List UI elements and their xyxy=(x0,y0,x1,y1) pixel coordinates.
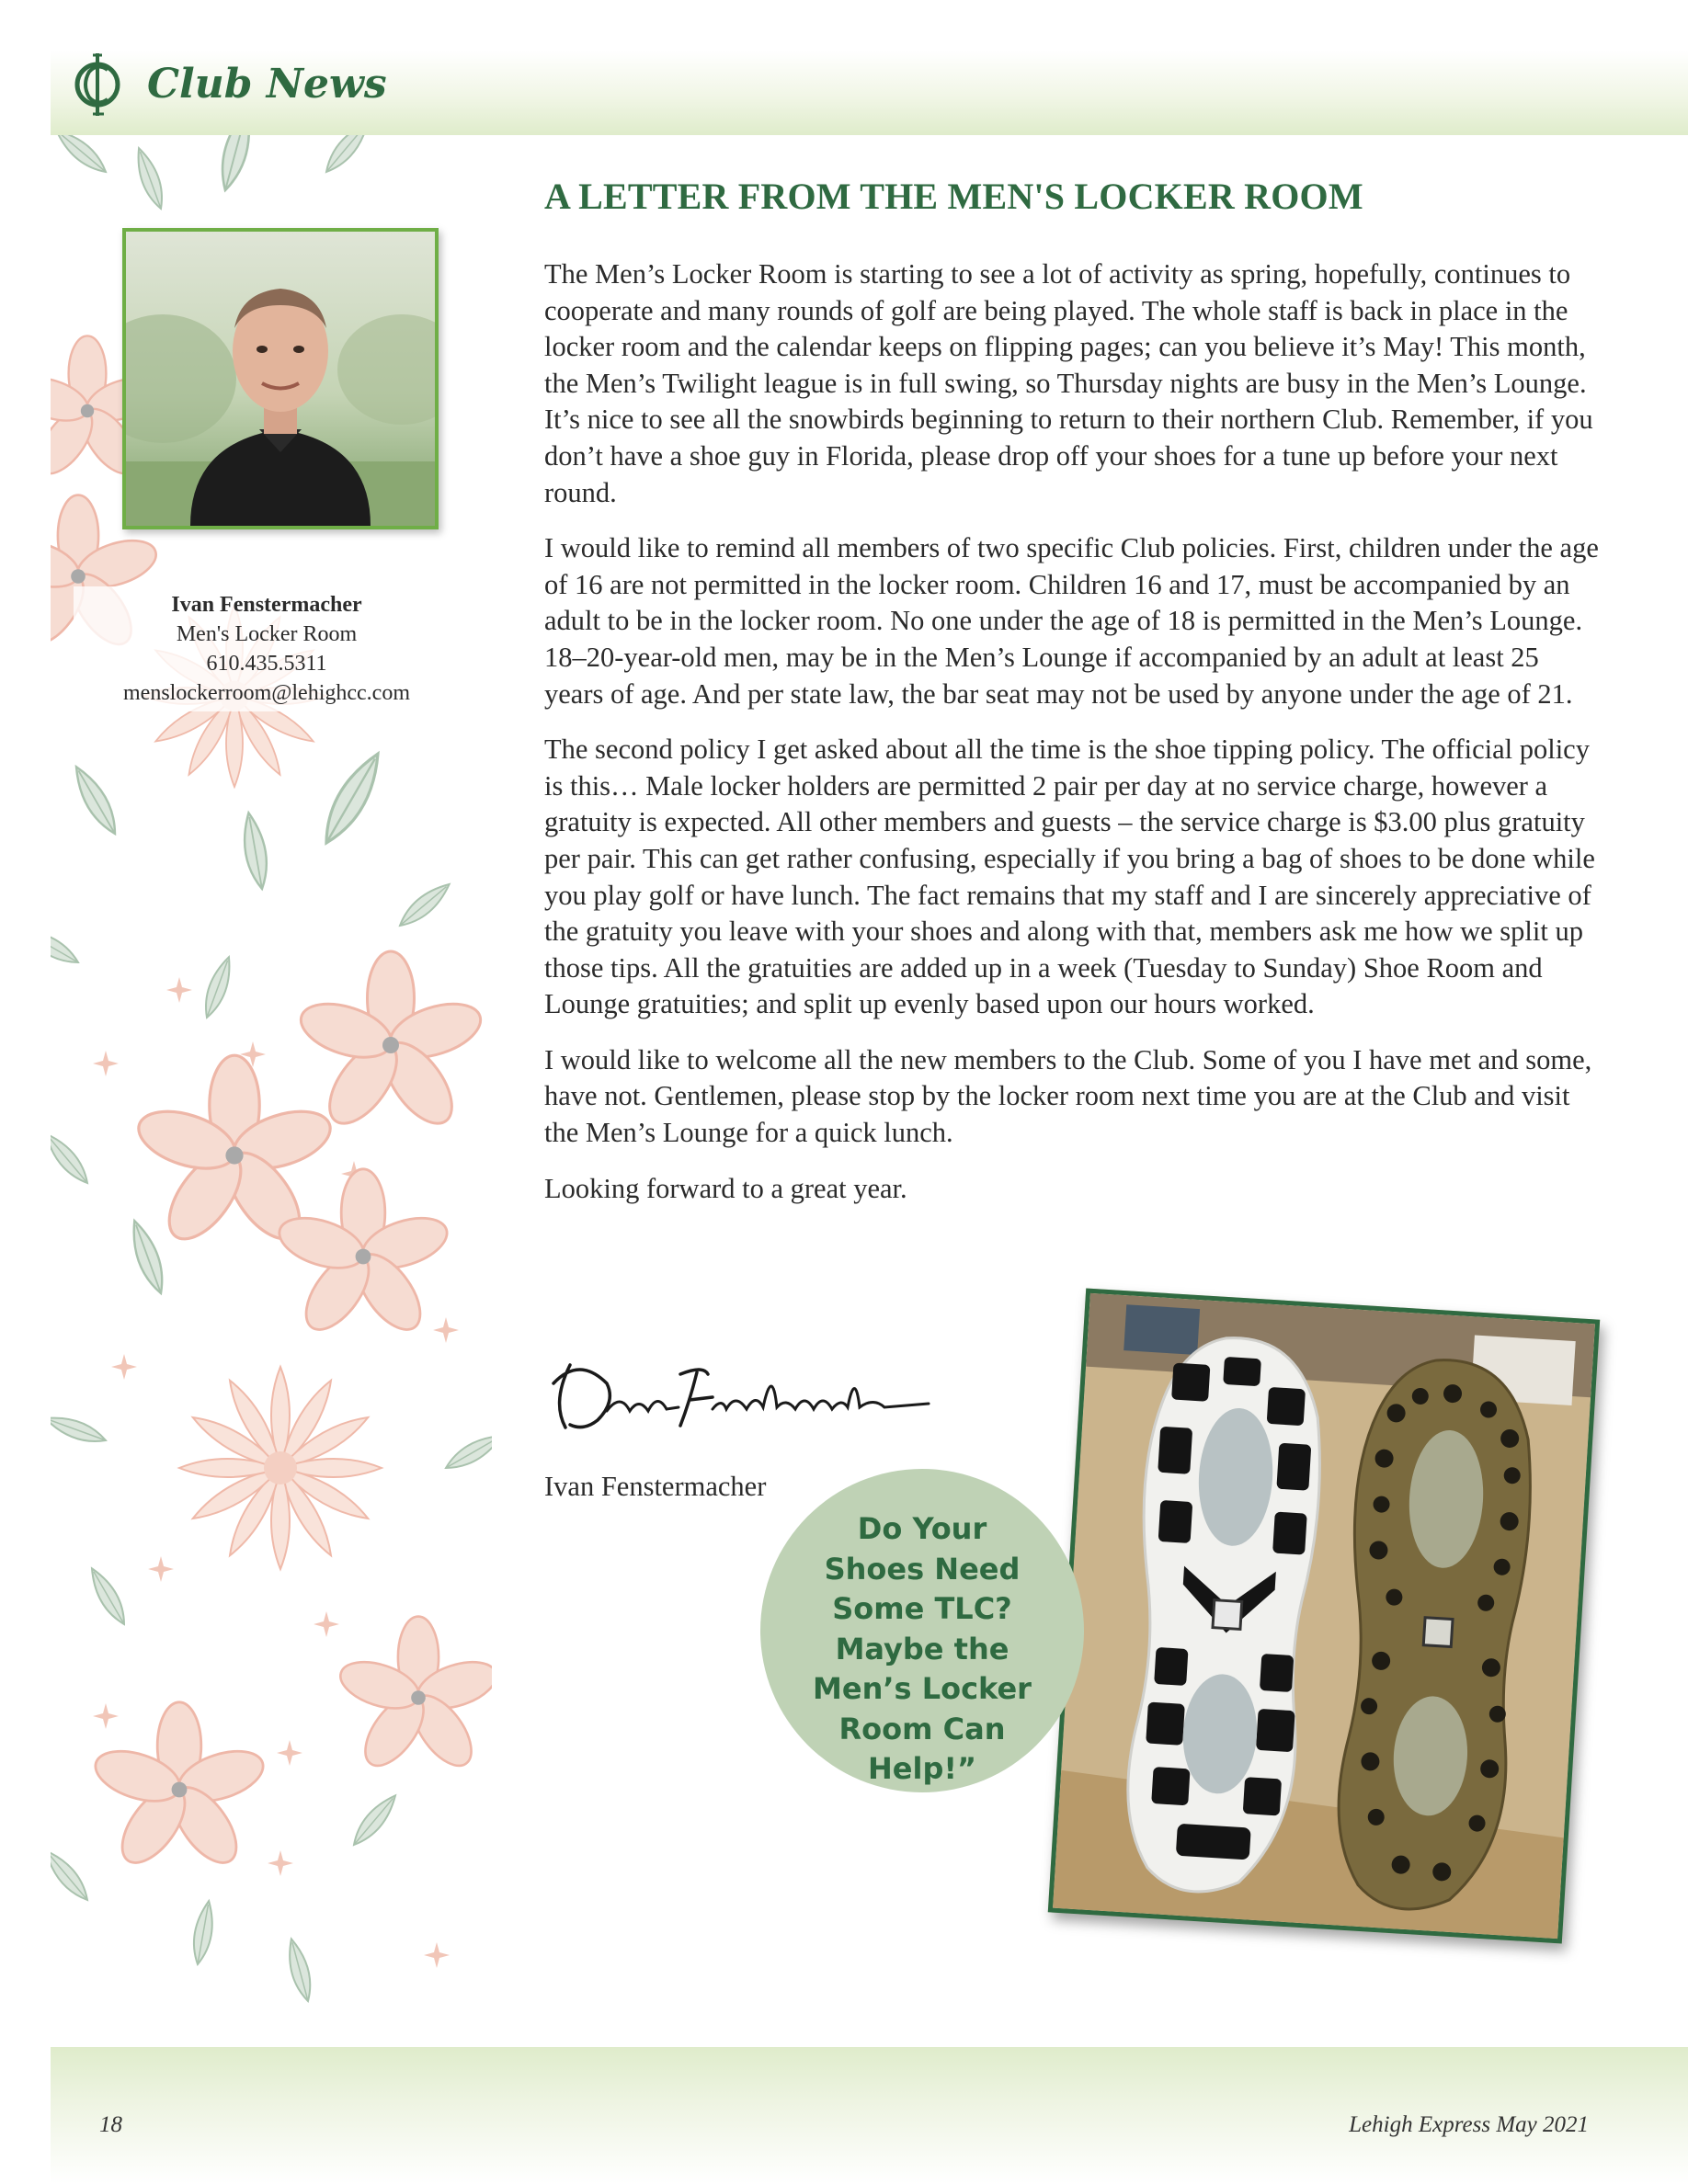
contact-phone: 610.435.5311 xyxy=(206,652,327,676)
handwritten-signature-icon xyxy=(542,1347,938,1439)
signer-name: Ivan Fenstermacher xyxy=(544,1471,767,1502)
contact-card xyxy=(74,586,460,711)
article-paragraph-1: The Men’s Locker Room is starting to see a lot of activity as spring, hopefully, continues to cooperate and many rounds of golf are being played. The whole staff is back in place in the locker room and the calendar keeps on flipping pages; can you believe it’s May! This month, the Men’s Twilight league is in full swing, so Thursday nights are busy in the Men’s Lounge. It’s nice to see all the snowbirds beginning to return to their northern Club. Remember, if you don’t have a shoe guy in Florida, please drop off your shoes for a tune up before your next round. xyxy=(544,258,1593,508)
section-title: Club News xyxy=(147,61,387,108)
callout-line: Maybe the xyxy=(835,1631,1009,1666)
golf-shoe-soles-icon xyxy=(1053,1293,1595,1939)
article-paragraph-2: I would like to remind all members of two specific Club policies. First, children under the age of 16 are not permitted in the locker room. Children 16 and 17, must be accompanied by an adult to be in the locker room. No one under the age of 18 is permitted in the Men’s Lounge. 18–20-year-old men, may be in the Men’s Lounge if accompanied by an adult at least 25 years of age. And per state law, the bar seat may not be used by anyone under the age of 21. xyxy=(544,532,1599,710)
contact-role: Men's Locker Room xyxy=(176,622,358,646)
callout-line: Shoes Need xyxy=(824,1551,1021,1587)
golf-shoes-photo xyxy=(1048,1289,1600,1944)
contact-email: menslockerroom@lehighcc.com xyxy=(123,681,410,705)
portrait-photo xyxy=(122,228,439,529)
article-paragraph-4: I would like to welcome all the new members to the Club. Some of you I have met and some, have not. Gentlemen, please stop by the locker room next time you are at the Club and visit the Men’s Lounge for a quick lunch. xyxy=(544,1043,1592,1149)
article xyxy=(544,175,1602,1226)
article-headline: A LETTER FROM THE MEN'S LOCKER ROOM xyxy=(544,176,1363,217)
article-paragraph-5: Looking forward to a great year. xyxy=(544,1172,907,1204)
article-paragraph-3: The second policy I get asked about all the time is the shoe tipping policy. The official policy is this… Male locker holders are permitted 2 pair per day at no service charge, however a gratuity is expected. All other members and guests – the service charge is $3.00 plus gratuity per pair. This can get rather confusing, especially if you bring a bag of shoes to be done while you play golf or have lunch. The fact remains that my staff and I are sincerely appreciative of the gratuity you leave with your shoes and along with that, members ask me how we split up those tips. All the gratuities are added up in a week (Tuesday to Sunday) Shoe Room and Lounge gratuities; and split up evenly based upon our hours worked. xyxy=(544,734,1595,1020)
contact-name: Ivan Fenstermacher xyxy=(171,593,362,617)
publication-title: Lehigh Express May 2021 xyxy=(1349,2112,1589,2137)
callout-bubble xyxy=(760,1469,1084,1792)
callout-text xyxy=(760,1509,1084,1790)
person-portrait-icon xyxy=(126,232,435,526)
callout-line: Some TLC? xyxy=(832,1591,1012,1626)
callout-line: Help!” xyxy=(868,1751,976,1786)
callout-line: Men’s Locker xyxy=(813,1671,1032,1706)
club-monogram-icon xyxy=(71,46,124,123)
callout-line: Room Can xyxy=(838,1711,1006,1746)
page-number: 18 xyxy=(99,2112,122,2137)
callout-line: Do Your xyxy=(857,1511,987,1546)
